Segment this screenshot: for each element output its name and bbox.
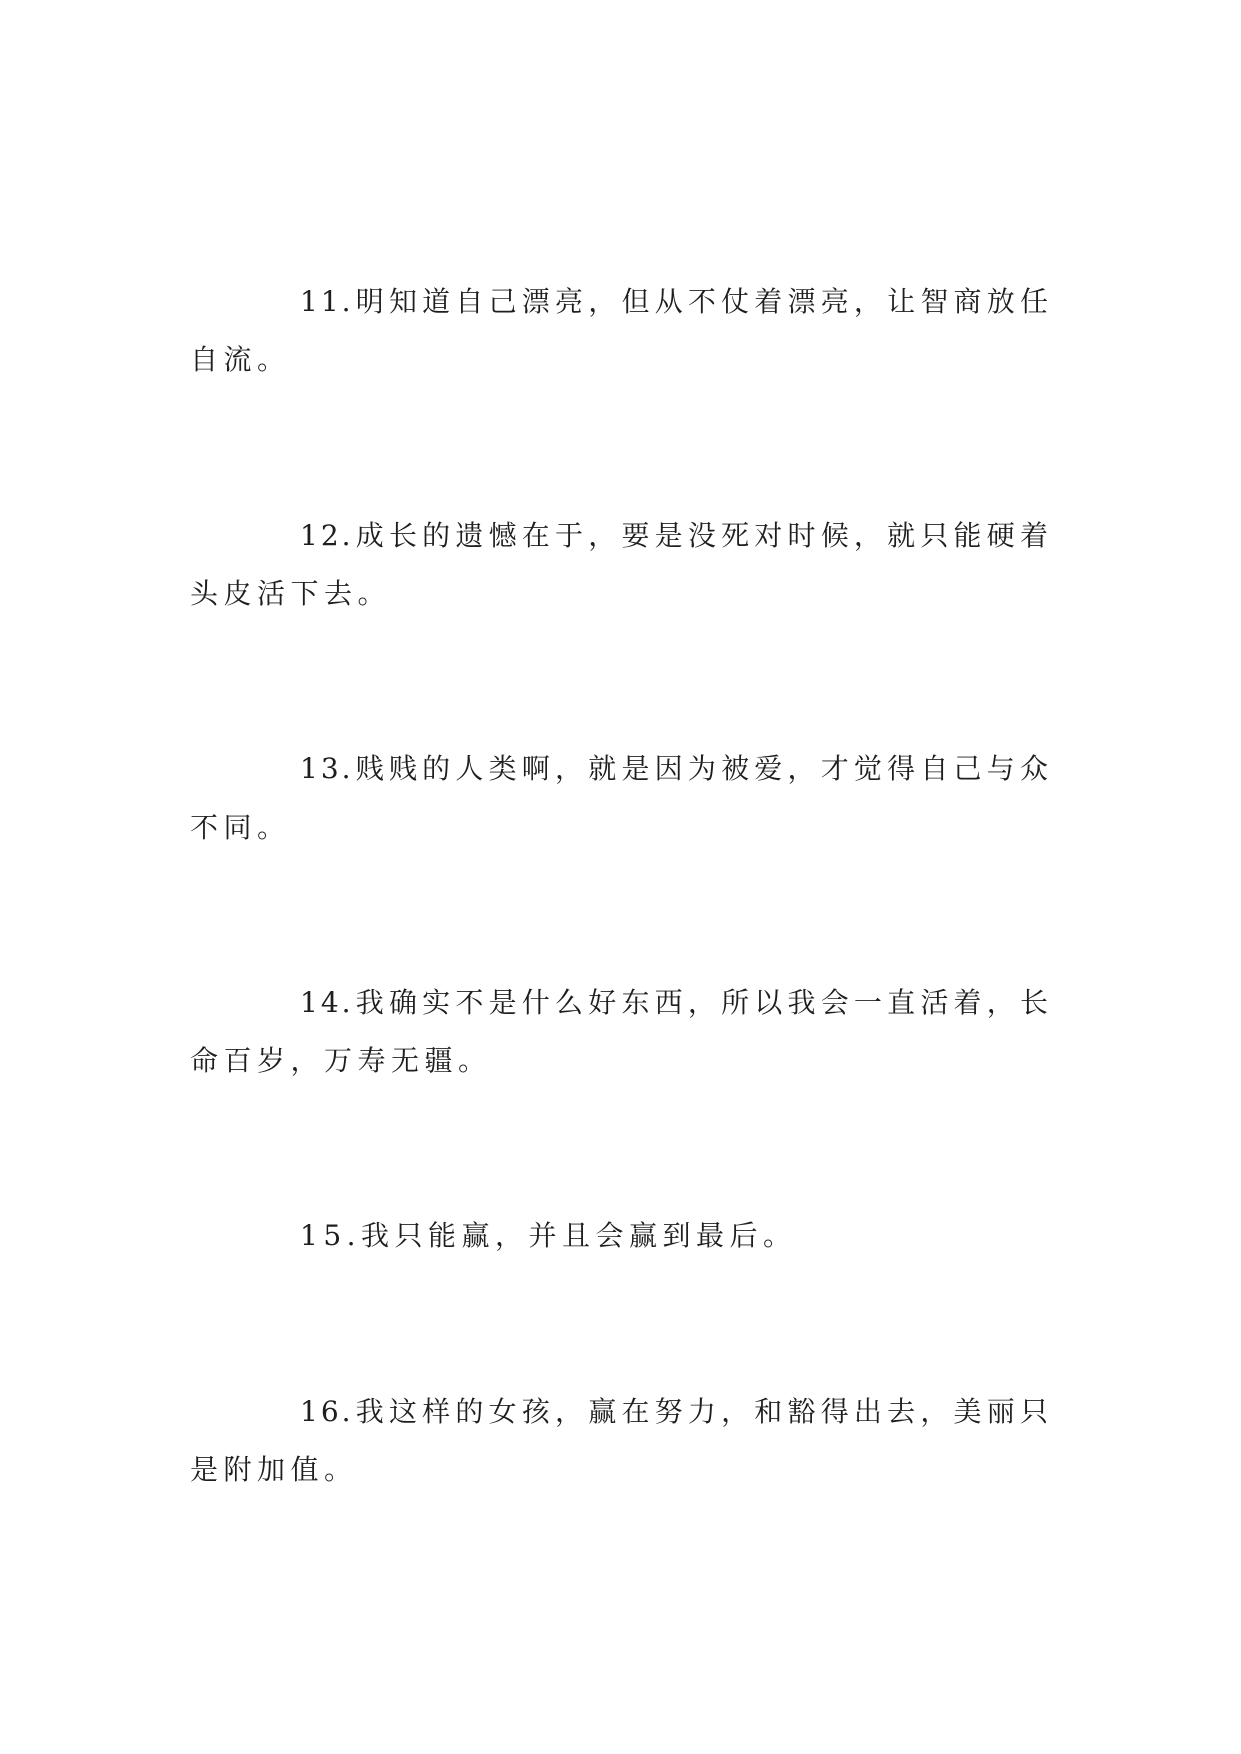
paragraph-line: 15.我只能赢，并且会赢到最后。 (300, 1219, 797, 1253)
paragraph-13 (190, 740, 1051, 857)
paragraph-11 (190, 273, 1051, 390)
paragraph-line: 16.我这样的女孩，赢在努力，和豁得出去，美丽只 (300, 1394, 1051, 1428)
paragraph-14 (190, 974, 1051, 1091)
paragraph-16 (190, 1383, 1051, 1500)
paragraph-line: 命百岁，万寿无疆。 (190, 1044, 492, 1078)
paragraph-12 (190, 507, 1051, 624)
paragraph-line: 头皮活下去。 (190, 576, 392, 610)
paragraph-line: 11.明知道自己漂亮，但从不仗着漂亮，让智商放任 (300, 285, 1051, 318)
paragraph-line: 13.贱贱的人类啊，就是因为被爱，才觉得自己与众 (300, 752, 1051, 786)
paragraph-15 (190, 1207, 1051, 1265)
paragraph-line: 自流。 (190, 343, 291, 377)
paragraph-line: 14.我确实不是什么好东西，所以我会一直活着，长 (300, 985, 1051, 1019)
paragraph-line: 12.成长的遗憾在于，要是没死对时候，就只能硬着 (300, 518, 1051, 552)
paragraph-line: 不同。 (190, 810, 291, 844)
paragraph-line: 是附加值。 (190, 1452, 358, 1486)
document-body (190, 273, 1051, 1616)
